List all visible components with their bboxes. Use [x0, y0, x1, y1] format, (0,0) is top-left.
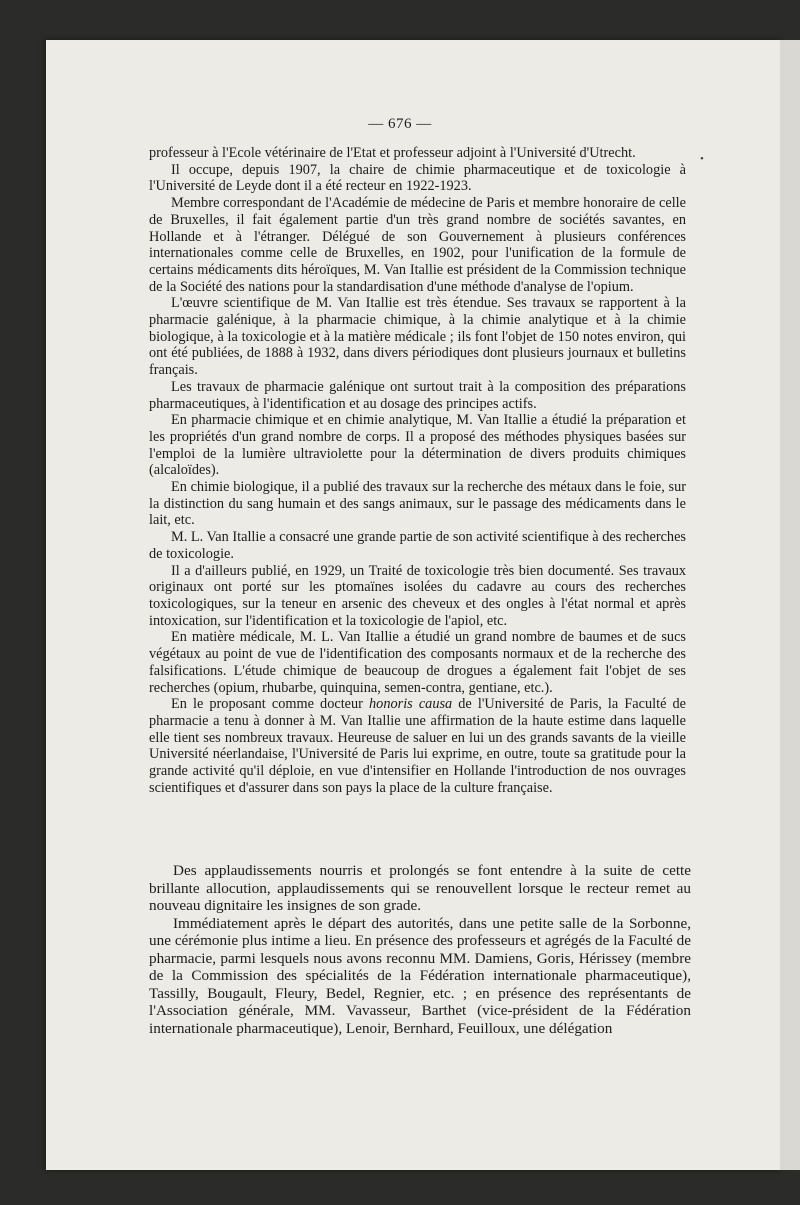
- closing-text-block: [149, 862, 691, 1037]
- paragraph: En pharmacie chimique et en chimie analytique, M. Van Itallie a étudié la préparation et les propriétés d'un grand nombre de corps. Il a proposé des méthodes physiques basées sur l'emploi de la lumière ultraviolette pour la détermination de divers produits chimiques (alcaloïdes).: [149, 412, 686, 479]
- paragraph: Il a d'ailleurs publié, en 1929, un Traité de toxicologie très bien documenté. Ses travaux originaux ont porté sur les ptomaïnes isolées du cadavre au cours des recherches toxicologiques, sur la teneur en arsenic des cheveux et des ongles à l'état normal et après intoxication, sur l'identification et la toxicologie de l'apiol, etc.: [149, 562, 686, 629]
- paragraph: professeur à l'Ecole vétérinaire de l'Etat et professeur adjoint à l'Université d'Utrecht.: [149, 145, 636, 161]
- honoris-before: En le proposant comme docteur: [171, 696, 370, 713]
- paragraph: Les travaux de pharmacie galénique ont surtout trait à la composition des préparations pharmaceutiques, à l'identification et au dosage des principes actifs.: [149, 378, 686, 412]
- margin-mark: •: [700, 153, 704, 165]
- paragraph: Des applaudissements nourris et prolongés se font entendre à la suite de cette brillante allocution, applaudissements qui se renouvellent lorsque le recteur remet au nouveau dignitaire les insignes de son grade.: [149, 862, 691, 914]
- paragraph: En matière médicale, M. L. Van Itallie a étudié un grand nombre de baumes et de sucs végétaux au point de vue de l'identification des composants normaux et de la recherche des falsifications. L'étude chimique de beaucoup de drogues a également fait l'objet de ses recherches (opium, rhubarbe, quinquina, semen-contra, gentiane, etc.).: [149, 629, 686, 696]
- honoris-after: de l'Université de Paris, la Faculté de pharmacie a tenu à donner à M. Van Itallie une affirmation de la haute estime dans laquelle elle tient ses nombreux travaux. Heureuse de saluer en lui un des grands savants de la vieille Université néerlandaise, l'Université de Paris lui exprime, en outre, toute sa gratitude pour la grande activité qu'il déploie, en vue d'intensifier en Hollande l'introduction de nos ouvrages scientifiques et d'assurer dans son pays la place de la culture française.: [149, 696, 687, 796]
- paragraph: Immédiatement après le départ des autorités, dans une petite salle de la Sorbonne, une cérémonie plus intime a lieu. En présence des professeurs et agrégés de la Faculté de pharmacie, parmi lesquels nous avons reconnu MM. Damiens, Goris, Hérissey (membre de la Commission des spécialités de la Fédération internationale pharmaceutique), Tassilly, Bougault, Fleury, Bedel, Regnier, etc. ; en présence des représentants de l'Association générale, MM. Vavasseur, Barthet (vice-président de la Fédération internationale pharmaceutique), Lenoir, Bernhard, Feuilloux, une délégation: [149, 914, 691, 1037]
- main-text-block: [149, 145, 686, 796]
- next-page-edge: [780, 40, 800, 1170]
- paragraph: Il occupe, depuis 1907, la chaire de chimie pharmaceutique et de toxicologie à l'Université de Leyde dont il a été recteur en 1922-1923.: [149, 161, 686, 195]
- page-number: — 676 —: [368, 116, 432, 132]
- paragraph: L'œuvre scientifique de M. Van Itallie est très étendue. Ses travaux se rapportent à la pharmacie galénique, à la pharmacie chimique, à la chimie analytique et à la chimie biologique, à la toxicologie et à la matière médicale ; ils font l'objet de 150 notes environ, qui ont été publiées, de 1888 à 1932, dans divers périodiques dont plusieurs journaux et bulletins français.: [149, 295, 686, 379]
- paragraph: M. L. Van Itallie a consacré une grande partie de son activité scientifique à des recherches de toxicologie.: [149, 529, 686, 562]
- paragraph-honoris: [149, 696, 686, 796]
- paragraph: En chimie biologique, il a publié des travaux sur la recherche des métaux dans le foie, sur la distinction du sang humain et des sangs animaux, sur le passage des médicaments dans le lait, etc.: [149, 479, 686, 529]
- paragraph: Membre correspondant de l'Académie de médecine de Paris et membre honoraire de celle de Bruxelles, il fait également partie d'un très grand nombre de sociétés savantes, en Hollande et à l'étranger. Délégué de son Gouvernement à plusieurs conférences internationales comme celle de Bruxelles, en 1902, pour l'unification de la formule de certains médicaments dits héroïques, M. Van Itallie est président de la Commission technique de la Société des nations pour la standardisation d'une méthode d'analyse de l'opium.: [149, 195, 686, 295]
- honoris-italic: honoris causa: [369, 696, 453, 713]
